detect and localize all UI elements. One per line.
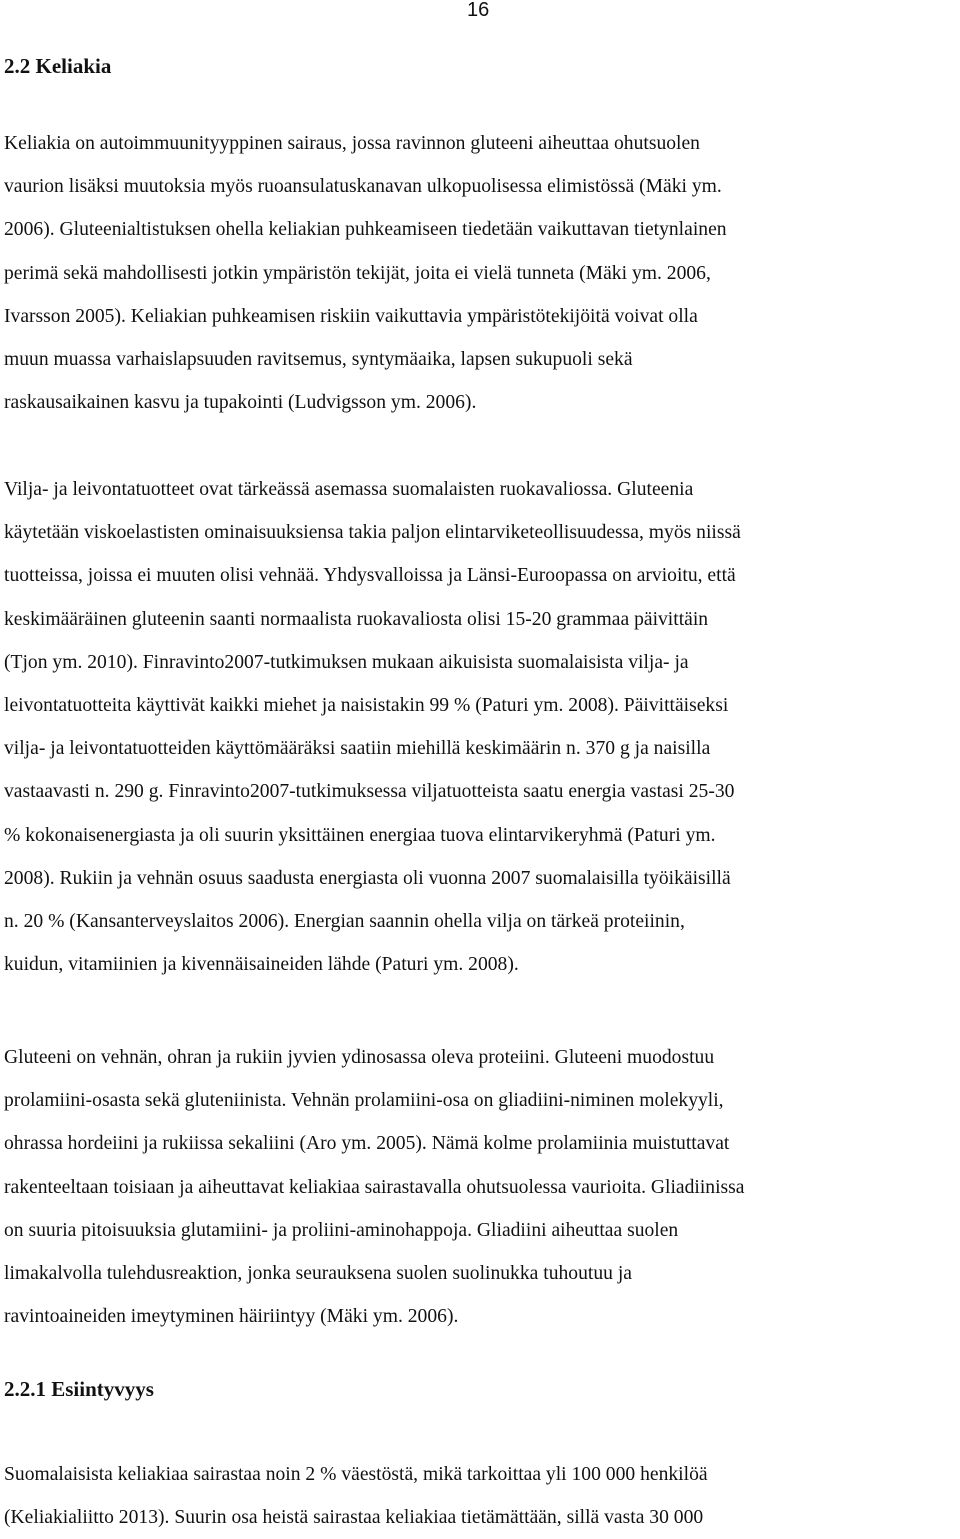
text-line: tuotteissa, joissa ei muuten olisi vehnää. Yhdysvalloissa ja Länsi-Euroopassa on arvioitu, että	[4, 565, 736, 587]
text-line: keskimääräinen gluteenin saanti normaalista ruokavaliosta olisi 15-20 grammaa päivittäin	[4, 608, 709, 630]
text-line: käytetään viskoelastisten ominaisuuksiensa takia paljon elintarviketeollisuudessa, myös niissä	[4, 522, 741, 544]
text-line: leivontatuotteita käyttivät kaikki miehet ja naisistakin 99 % (Paturi ym. 2008). Päivittäiseksi	[4, 694, 729, 716]
subsection-heading: 2.2.1 Esiintyvyys	[4, 1377, 154, 1401]
text-line: Suomalaisista keliakiaa sairastaa noin 2 % väestöstä, mikä tarkoittaa yli 100 000 henkilöä	[4, 1464, 708, 1485]
text-line: kuidun, vitamiinien ja kivennäisaineiden lähde (Paturi ym. 2008).	[4, 954, 519, 976]
text-line: ravintoaineiden imeytyminen häiriintyy (Mäki ym. 2006).	[4, 1306, 459, 1328]
text-line: vastaavasti n. 290 g. Finravinto2007-tutkimuksessa viljatuotteista saatu energia vastasi 25-30	[4, 781, 735, 803]
text-line: ohrassa hordeiini ja rukiissa sekaliini (Aro ym. 2005). Nämä kolme prolamiinia muistuttavat	[4, 1133, 730, 1155]
text-line: (Keliakialiitto 2013). Suurin osa heistä sairastaa keliakiaa tietämättään, sillä vasta 30 000	[4, 1507, 704, 1529]
paragraph-gluten-structure	[4, 1036, 957, 1338]
paragraph-prevalence	[4, 1453, 957, 1539]
page-number: 16	[467, 0, 490, 21]
text-line: 2008). Rukiin ja vehnän osuus saadusta energiasta oli vuonna 2007 suomalaisilla työikäisillä	[4, 867, 731, 889]
text-line: 2006). Gluteenialtistuksen ohella keliakian puhkeamiseen tiedetään vaikuttavan tietynlainen	[4, 219, 727, 241]
text-line: Vilja- ja leivontatuotteet ovat tärkeässä asemassa suomalaisten ruokavaliossa. Gluteenia	[4, 479, 694, 500]
text-line: Gluteeni on vehnän, ohran ja rukiin jyvien ydinosassa oleva proteiini. Gluteeni muodostuu	[4, 1047, 715, 1068]
text-line: muun muassa varhaislapsuuden ravitsemus, syntymäaika, lapsen sukupuoli sekä	[4, 348, 633, 370]
text-line: % kokonaisenergiasta ja oli suurin yksittäinen energiaa tuova elintarvikeryhmä (Paturi ym.	[4, 824, 716, 846]
text-line: rakenteeltaan toisiaan ja aiheuttavat keliakiaa sairastavalla ohutsuolessa vaurioita. Gliadiinissa	[4, 1176, 745, 1198]
text-line: raskausaikainen kasvu ja tupakointi (Ludvigsson ym. 2006).	[4, 392, 477, 414]
paragraph-intro	[4, 122, 957, 424]
text-line: Keliakia on autoimmuunityyppinen sairaus, jossa ravinnon gluteeni aiheuttaa ohutsuolen	[4, 133, 700, 154]
text-line: on suuria pitoisuuksia glutamiini- ja proliini-aminohappoja. Gliadiini aiheuttaa suolen	[4, 1219, 679, 1241]
text-line: vaurion lisäksi muutoksia myös ruoansulatuskanavan ulkopuolisessa elimistössä (Mäki ym.	[4, 176, 722, 198]
paragraph-grain-products	[4, 468, 957, 986]
text-line: Ivarsson 2005). Keliakian puhkeamisen riskiin vaikuttavia ympäristötekijöitä voivat olla	[4, 305, 698, 327]
text-line: prolamiini-osasta sekä gluteniinista. Vehnän prolamiini-osa on gliadiini-niminen molekyyli,	[4, 1090, 724, 1112]
text-line: n. 20 % (Kansanterveyslaitos 2006). Energian saannin ohella vilja on tärkeä proteiinin,	[4, 910, 685, 932]
text-line: limakalvolla tulehdusreaktion, jonka seurauksena suolen suolinukka tuhoutuu ja	[4, 1262, 632, 1284]
text-line: vilja- ja leivontatuotteiden käyttömääräksi saatiin miehillä keskimäärin n. 370 g ja naisilla	[4, 738, 711, 760]
text-line: perimä sekä mahdollisesti jotkin ympäristön tekijät, joita ei vielä tunneta (Mäki ym. 2006,	[4, 262, 711, 284]
section-heading: 2.2 Keliakia	[4, 54, 112, 78]
text-line: (Tjon ym. 2010). Finravinto2007-tutkimuksen mukaan aikuisista suomalaisista vilja- ja	[4, 651, 689, 673]
